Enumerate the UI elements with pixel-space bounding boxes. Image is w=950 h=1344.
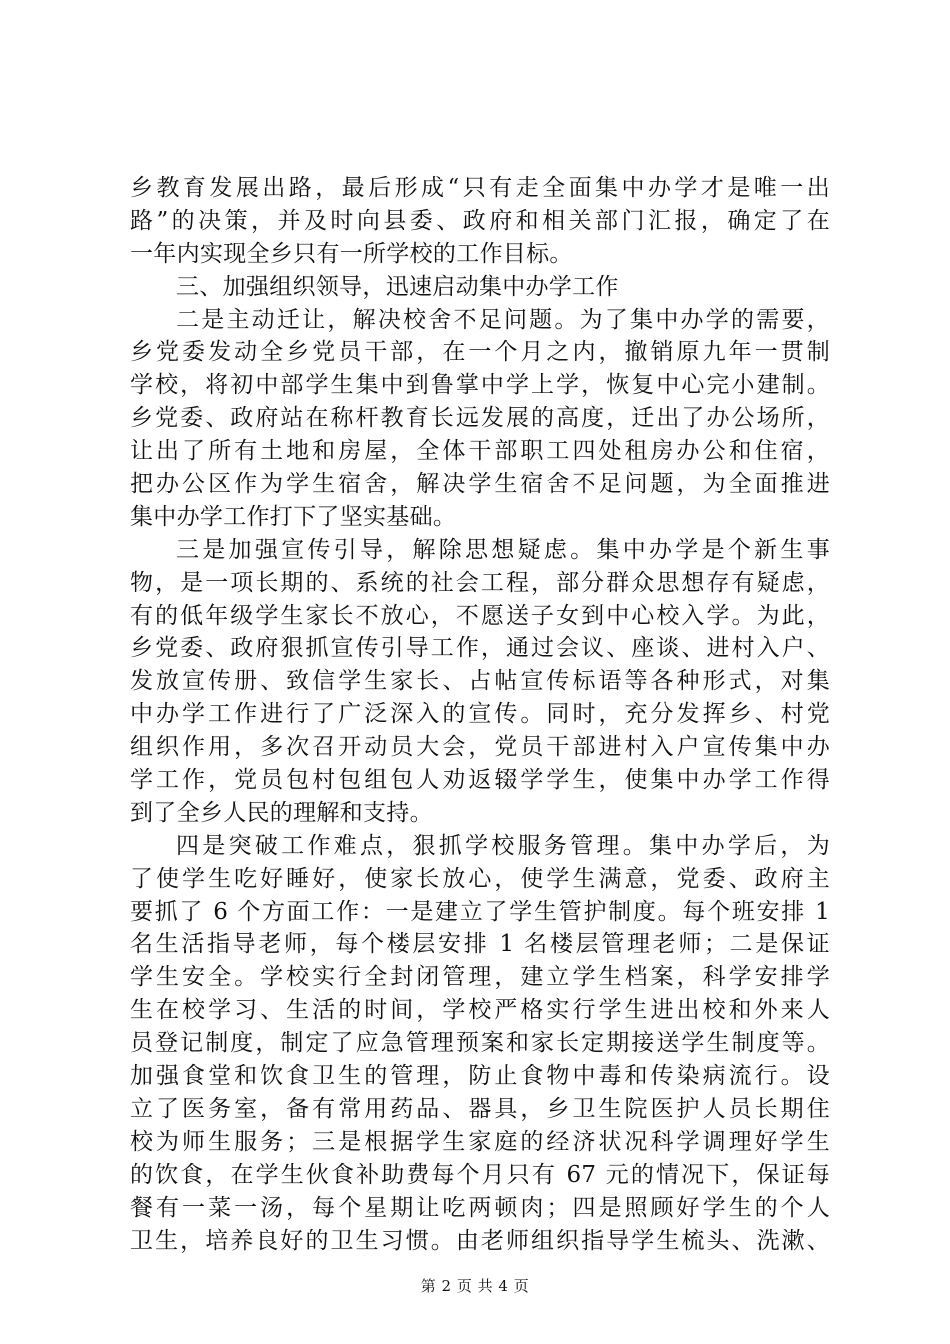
text-line: 路”的决策，并及时向县委、政府和相关部门汇报，确定了在 bbox=[130, 207, 830, 234]
text-line: 餐有一菜一汤，每个星期让吃两顿肉；四是照顾好学生的个人 bbox=[130, 1194, 830, 1221]
text-line: 卫生，培养良好的卫生习惯。由老师组织指导学生梳头、洗漱、 bbox=[130, 1227, 830, 1254]
text-line: 的饮食，在学生伙食补助费每个月只有 67 元的情况下，保证每 bbox=[130, 1161, 830, 1188]
text-line: 学工作，党员包村包组包人劝返辍学学生，使集中办学工作得 bbox=[130, 767, 830, 794]
text-line: 一年内实现全乡只有一所学校的工作目标。 bbox=[130, 240, 573, 267]
text-line: 到了全乡人民的理解和支持。 bbox=[130, 799, 433, 826]
text-line: 乡教育发展出路，最后形成“只有走全面集中办学才是唯一出 bbox=[130, 175, 830, 201]
text-line: 物，是一项长期的、系统的社会工程，部分群众思想存有疑虑， bbox=[130, 569, 830, 596]
text-line: 学生安全。学校实行全封闭管理，建立学生档案，科学安排学 bbox=[130, 964, 830, 991]
text-line: 加强食堂和饮食卫生的管理，防止食物中毒和传染病流行。设 bbox=[130, 1063, 830, 1090]
text-line: 乡党委、政府狠抓宣传引导工作，通过会议、座谈、进村入户、 bbox=[130, 635, 830, 662]
text-line: 乡党委发动全乡党员干部，在一个月之内，撤销原九年一贯制 bbox=[130, 339, 830, 366]
page-number-footer: 第 2 页 共 4 页 bbox=[420, 1277, 530, 1295]
text-line: 生在校学习、生活的时间，学校严格实行学生进出校和外来人 bbox=[130, 997, 830, 1024]
text-line: 发放宣传册、致信学生家长、占帖宣传标语等各种形式，对集 bbox=[130, 668, 830, 695]
text-line: 要抓了 6 个方面工作：一是建立了学生管护制度。每个班安排 1 bbox=[130, 898, 830, 925]
text-line: 四是突破工作难点，狠抓学校服务管理。集中办学后，为 bbox=[176, 832, 830, 859]
text-line: 校为师生服务；三是根据学生家庭的经济状况科学调理好学生 bbox=[130, 1128, 830, 1155]
text-line: 立了医务室，备有常用药品、器具，乡卫生院医护人员长期住 bbox=[130, 1095, 830, 1122]
text-line: 集中办学工作打下了坚实基础。 bbox=[130, 503, 457, 530]
text-line: 乡党委、政府站在称杆教育长远发展的高度，迁出了办公场所， bbox=[130, 405, 830, 432]
text-line: 三、加强组织领导，迅速启动集中办学工作 bbox=[176, 273, 619, 300]
text-line: 有的低年级学生家长不放心，不愿送子女到中心校入学。为此， bbox=[130, 602, 830, 629]
document-body bbox=[130, 172, 830, 1257]
text-line: 二是主动迁让，解决校舍不足问题。为了集中办学的需要， bbox=[176, 306, 830, 333]
text-line: 把办公区作为学生宿舍，解决学生宿舍不足问题，为全面推进 bbox=[130, 471, 830, 498]
text-line: 员登记制度，制定了应急管理预案和家长定期接送学生制度等。 bbox=[130, 1030, 830, 1057]
text-line: 让出了所有土地和房屋，全体干部职工四处租房办公和住宿， bbox=[130, 438, 830, 465]
text-line: 学校，将初中部学生集中到鲁掌中学上学，恢复中心完小建制。 bbox=[130, 372, 830, 399]
text-line: 三是加强宣传引导，解除思想疑虑。集中办学是个新生事 bbox=[176, 536, 830, 563]
text-line: 名生活指导老师，每个楼层安排 1 名楼层管理老师；二是保证 bbox=[130, 931, 830, 958]
text-line: 了使学生吃好睡好，使家长放心，使学生满意，党委、政府主 bbox=[130, 865, 830, 892]
text-line: 中办学工作进行了广泛深入的宣传。同时，充分发挥乡、村党 bbox=[130, 701, 830, 728]
text-line: 组织作用，多次召开动员大会，党员干部进村入户宣传集中办 bbox=[130, 734, 830, 761]
